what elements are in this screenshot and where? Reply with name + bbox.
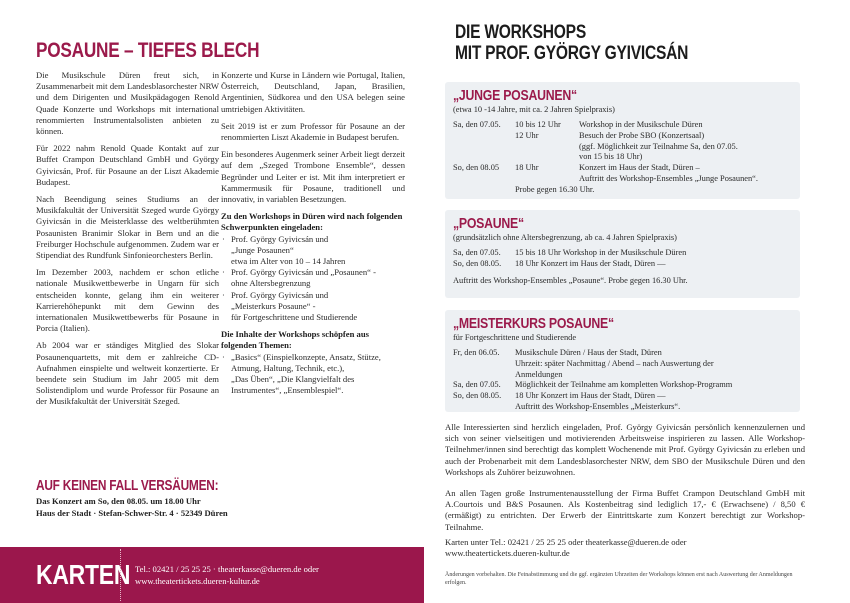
list-line: · Prof. György Gyivicsán und bbox=[231, 289, 329, 300]
list-line: ohne Altersbegrenzung bbox=[231, 278, 311, 289]
schedule-date bbox=[453, 131, 515, 142]
schedule-time: 12 Uhr bbox=[515, 130, 539, 140]
topics-list bbox=[221, 352, 405, 397]
right-page bbox=[425, 0, 850, 603]
exhibition-text bbox=[445, 488, 805, 539]
schedule-date bbox=[453, 152, 515, 163]
schedule-date: Fr, den 06.05. bbox=[453, 348, 500, 357]
schedule-row bbox=[453, 348, 792, 359]
paragraph: Ein besonderes Augenmerk seiner Arbeit liegt derzeit auf dem „Szeged Trombone Ensemble“, dessen Begründer und Leiter er ist. Mit ihm interpretiert er Kammermusik für Posaune, traditionell und innovativ, in variablen Besetzungen. bbox=[221, 149, 405, 205]
bio-column-1 bbox=[36, 70, 219, 414]
tickets-website-link[interactable]: www.theatertickets.dueren-kultur.de bbox=[445, 548, 570, 559]
schedule-row bbox=[453, 185, 792, 196]
dont-miss-heading: AUF KEINEN FALL VERSÄUMEN: bbox=[36, 478, 219, 494]
concert-date: Das Konzert am So, den 08.05. um 18.00 Uhr bbox=[36, 496, 201, 506]
list-line: · Prof. György Gyivicsán und „Posaunen“ - bbox=[231, 267, 376, 278]
list-line: etwa im Alter von 10 – 14 Jahren bbox=[231, 256, 346, 267]
schedule-desc: Auftritt des Workshop-Ensembles „Meisterkurs“. bbox=[515, 401, 681, 411]
schedule-desc: (ggf. Möglichkeit zur Teilnahme Sa, den 07.05. bbox=[579, 141, 738, 151]
schedule-row bbox=[453, 259, 792, 270]
list-line: · Prof. György Gyivicsán und bbox=[231, 233, 329, 244]
topics-heading: Die Inhalte der Workshops schöpfen aus folgenden Themen: bbox=[221, 329, 369, 351]
list-line: Instrumentes“, „Ensemblespiel“. bbox=[231, 385, 344, 396]
schedule-desc: Workshop in der Musikschule Düren bbox=[579, 120, 703, 129]
tickets-phone-email[interactable]: Tel.: 02421 / 25 25 25 · theaterkasse@dueren.de oder bbox=[135, 564, 319, 574]
schedule-desc: Musikschule Düren / Haus der Stadt, Düren bbox=[515, 348, 662, 357]
dotted-divider bbox=[120, 549, 121, 601]
schedule-desc: von 15 bis 18 Uhr) bbox=[579, 152, 643, 162]
workshop-title: „JUNGE POSAUNEN“ bbox=[453, 87, 577, 104]
schedule-date: Sa, den 07.05. bbox=[453, 248, 501, 257]
workshop-box-meisterkurs bbox=[445, 310, 800, 412]
schedule-date bbox=[453, 402, 515, 413]
schedule-time: 10 bis 12 Uhr bbox=[515, 120, 561, 129]
paragraph: Seit 2019 ist er zum Professor für Posaune an der renommierten Liszt Akademie in Budapest berufen. bbox=[221, 120, 405, 143]
schedule-time: 18 Uhr bbox=[515, 163, 539, 173]
tickets-phone-email[interactable]: Karten unter Tel.: 02421 / 25 25 25 oder theaterkasse@dueren.de oder bbox=[445, 537, 687, 547]
schedule-time bbox=[515, 174, 579, 185]
schedule-desc: 18 Uhr Konzert im Haus der Stadt, Düren — bbox=[515, 258, 666, 268]
schedule-date: So, den 08.05. bbox=[453, 391, 502, 401]
list-item bbox=[221, 234, 405, 268]
paragraph: Konzerte und Kurse in Ländern wie Portugal, Italien, Österreich, Deutschland, Japan, Brasilien, Argentinien, Südkorea und den USA belegen seine umtriebigen Aktivitäten. bbox=[221, 70, 405, 114]
paragraph: An allen Tagen große Instrumentenausstellung der Firma Buffet Crampon Deutschland GmbH mit A.Courtois und B&S Posaunen. Als Kostenbeitrag sind lediglich 17,- € (Erwachsene) / 8,50 € (ermäßigt) zu entrichten. Der Erwerb der Eintrittskarte zum Konzert berechtigt zur Workshop-Teilnahme. bbox=[445, 488, 805, 532]
schedule-desc: Möglichkeit der Teilnahme am kompletten Workshop-Programm bbox=[515, 380, 733, 390]
tickets-label: KARTEN bbox=[36, 559, 131, 590]
bio-column-2 bbox=[221, 70, 405, 402]
workshops-title bbox=[455, 22, 688, 64]
schedule-date: Sa, den 07.05. bbox=[453, 120, 501, 129]
paragraph: Die Musikschule Düren freut sich, in Zusammenarbeit mit dem Landesblasorchester NRW und dem Dirigenten und Musikpädagogen Renold Quade Konzerte und Workshops mit international renommierten Instrumentalsolisten anbieten zu können. bbox=[36, 70, 219, 137]
schedule-desc: Uhrzeit: später Nachmittag / Abend – nach Auswertung der bbox=[515, 358, 714, 368]
schedule-date: Sa, den 07.05. bbox=[453, 380, 501, 390]
paragraph: Nach Beendigung seines Studiums an der Musikfakultät der Universität Szeged wurde György Gyivicsán in die Meisterklasse des weltberühmten Posaunisten Branimir Slokar in Bern und an die Freiburger Hochschule aufgenommen. Zudem war er Stipendiat des Rundfunk Sinfonieorchesters Berlin. bbox=[36, 194, 219, 261]
schedule-desc: Besuch der Probe SBO (Konzertsaal) bbox=[579, 130, 705, 140]
workshop-title: „MEISTERKURS POSAUNE“ bbox=[453, 315, 614, 332]
workshop-note: Auftritt des Workshop-Ensembles „Posaune“. Probe gegen 16.30 Uhr. bbox=[453, 275, 688, 285]
schedule-desc: Auftritt des Workshop-Ensembles „Junge Posaunen“. bbox=[579, 173, 758, 183]
schedule-date bbox=[453, 142, 515, 153]
list-line: „Junge Posaunen“ bbox=[231, 244, 294, 255]
schedule-desc: Konzert im Haus der Stadt, Düren – bbox=[579, 163, 700, 173]
schedule bbox=[453, 348, 792, 413]
list-item bbox=[221, 267, 405, 289]
schedule-desc: Anmeldungen bbox=[515, 369, 563, 379]
schedule-desc: 18 Uhr Konzert im Haus der Stadt, Düren — bbox=[515, 391, 666, 401]
schedule-date bbox=[453, 174, 515, 185]
schedule-row bbox=[453, 120, 792, 131]
schedule-desc: 15 bis 18 Uhr Workshop in der Musikschule Düren bbox=[515, 248, 687, 257]
focus-list bbox=[221, 234, 405, 324]
paragraph: Alle Interessierten sind herzlich eingeladen, Prof. György Gyivicsán persönlich kennenzulernen und sich von seiner vielseitigen und motivierenden Arbeitsweise inspirieren zu lassen. Alle Workshop-Teilnehmer/innen sind berechtigt das komplett Wochenende mit Prof. György Gyivicsán zu erleben und auch der Probenarbeit mit dem Landesblasorchester NRW, dem SBO der Musikschule Düren und den Workshops als Zuhörer beizuwohnen. bbox=[445, 422, 805, 477]
workshop-subtitle: (etwa 10 -14 Jahre, mit ca. 2 Jahren Spielpraxis) bbox=[453, 105, 615, 114]
schedule-row bbox=[453, 359, 792, 370]
list-line: „Das Üben“, „Die Klangvielfalt des bbox=[231, 374, 355, 385]
workshop-subtitle: (grundsätzlich ohne Altersbegrenzung, ab ca. 4 Jahren Spielpraxis) bbox=[453, 233, 677, 242]
schedule bbox=[453, 120, 792, 196]
workshop-box-junge-posaunen bbox=[445, 82, 800, 199]
list-line: für Fortgeschrittene und Studierende bbox=[231, 312, 358, 323]
paragraph: Ab 2004 war er ständiges Mitglied des Slokar Posaunenquartetts, mit dem er zahlreiche CD-Aufnahmen einspielte und weltweit konzertierte. Er beendete sein Studium im Jahr 2005 mit dem Solistendiplom und wurde Professor für Posaune an der Musikfakultät der Universität Szeged. bbox=[36, 340, 219, 407]
tickets-website-link[interactable]: www.theatertickets.dueren-kultur.de bbox=[135, 575, 260, 586]
schedule-date bbox=[453, 359, 515, 370]
workshop-subtitle: für Fortgeschrittene und Studierende bbox=[453, 333, 577, 342]
list-item bbox=[221, 290, 405, 324]
paragraph: Im Dezember 2003, nachdem er schon etliche nationale Musikwettbewerbe in Ungarn für sich entscheiden konnte, gelang ihm ein weiterer Karrierehöhepunkt mit dem Gewinn des internationalen Musikwettbewerbs für Posaune in Porcia (Italien). bbox=[36, 267, 219, 334]
title-line: DIE WORKSHOPS bbox=[455, 22, 586, 43]
schedule-row bbox=[453, 402, 792, 413]
focus-heading: Zu den Workshops in Düren wird nach folgenden Schwerpunkten eingeladen: bbox=[221, 211, 403, 233]
fineprint: Änderungen vorbehalten. Die Feinabstimmung und die ggf. ergänzten Uhrzeiten der Workshops können erst nach Auswertung der Anmeldungen erfolgen. bbox=[445, 572, 793, 586]
tickets-band bbox=[0, 547, 424, 603]
schedule-time bbox=[515, 152, 579, 163]
page-title: POSAUNE – TIEFES BLECH bbox=[36, 39, 260, 62]
paragraph: Für 2022 nahm Renold Quade Kontakt auf zur Buffet Crampon Deutschland GmbH und György Gyivicsán, Prof. für Posaune an der Liszt Akademie Budapest. bbox=[36, 143, 219, 187]
tickets-contact bbox=[135, 564, 319, 587]
schedule-row bbox=[453, 370, 792, 381]
schedule-row bbox=[453, 380, 792, 391]
tickets-text bbox=[445, 537, 805, 559]
list-line: Atmung, Haltung, Technik, etc.), bbox=[231, 362, 345, 373]
list-item bbox=[221, 352, 405, 397]
schedule-date bbox=[453, 185, 515, 196]
schedule-time bbox=[515, 142, 579, 153]
schedule-row bbox=[453, 142, 792, 153]
list-line: · „Basics“ (Einspielkonzepte, Ansatz, Stütze, bbox=[231, 351, 381, 362]
schedule-row bbox=[453, 248, 792, 259]
concert-info bbox=[36, 496, 228, 519]
schedule-row bbox=[453, 391, 792, 402]
list-line: „Meisterkurs Posaune“ - bbox=[231, 300, 316, 311]
schedule-row bbox=[453, 174, 792, 185]
title-line: MIT PROF. GYÖRGY GYIVICSÁN bbox=[455, 43, 689, 64]
schedule-row bbox=[453, 152, 792, 163]
schedule-date: So, den 08.05 bbox=[453, 163, 500, 173]
workshop-box-posaune bbox=[445, 210, 800, 298]
invitation-text bbox=[445, 422, 805, 484]
schedule-note: Probe gegen 16.30 Uhr. bbox=[515, 184, 595, 194]
concert-address: Haus der Stadt · Stefan-Schwer-Str. 4 · 52349 Düren bbox=[36, 507, 228, 518]
schedule-row bbox=[453, 163, 792, 174]
schedule-row bbox=[453, 131, 792, 142]
schedule-date: So, den 08.05. bbox=[453, 258, 502, 268]
schedule bbox=[453, 248, 792, 270]
schedule-date bbox=[453, 370, 515, 381]
workshop-title: „POSAUNE“ bbox=[453, 215, 524, 232]
